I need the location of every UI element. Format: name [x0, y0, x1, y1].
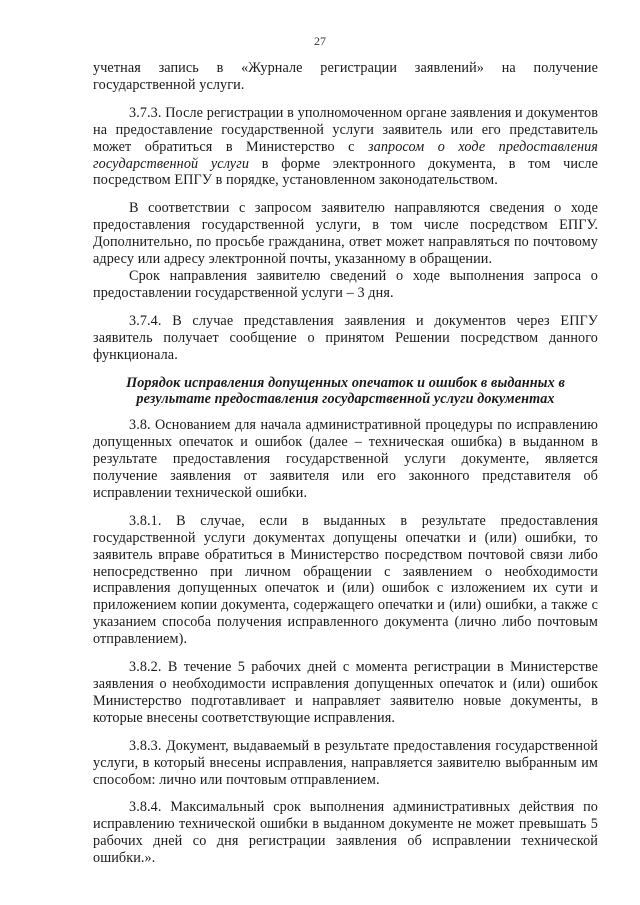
paragraph-3-8: 3.8. Основанием для начала административной процедуры по исправлению допущенных опечаток и ошибок (далее – техническая ошибка) в выданном в результате предоставления государственной услуги документе, является получение заявления от заявителя или его законного представителя об исправлении технической ошибки.: [93, 417, 598, 501]
paragraph-request-info: В соответствии с запросом заявителю направляются сведения о ходе предоставления государственной услуги, в том числе посредством ЕПГУ. Дополнительно, по просьбе гражданина, ответ может направляться по почтовому адресу или адресу электронной почты, указанному в обращении.: [93, 200, 598, 268]
paragraph-3-7-3: [93, 105, 598, 190]
paragraph-deadline: Срок направления заявителю сведений о ходе выполнения запроса о предоставлении государственной услуги – 3 дня.: [93, 267, 598, 301]
paragraph-3-7-3-start: 3.7.3. После регистрации в уполномоченном органе заявления и документов на предоставление государственной услуги заявитель или его представитель может обратиться в Министерство с: [93, 104, 598, 155]
paragraph-3-7-3-end: в форме электронного документа, в том числе посредством ЕПГУ в порядке, установленном законодательством.: [93, 155, 598, 189]
paragraph-3-8-4: 3.8.4. Максимальный срок выполнения административных действия по исправлению технической ошибки в выданном документе не может превышать 5 рабочих дней со дня регистрации заявления об исправлении технической ошибки.».: [93, 799, 598, 867]
paragraph-3-8-2: 3.8.2. В течение 5 рабочих дней с момента регистрации в Министерстве заявления о необходимости исправления допущенных опечаток и (или) ошибок Министерство подготавливает и направляет заявителю новые документы, в которые внесены соответствующие исправления.: [93, 659, 598, 726]
paragraph-3-8-3: 3.8.3. Документ, выдаваемый в результате предоставления государственной услуги, в который внесены исправления, направляется заявителю выбранным им способом: лично или почтовым отправлением.: [93, 737, 598, 788]
paragraph-continuation: учетная запись в «Журнале регистрации заявлений» на получение государственной услуги.: [93, 60, 598, 93]
document-body: [93, 60, 598, 878]
section-heading: Порядок исправления допущенных опечаток и ошибок в выданных в результате предоставления государственной услуги документах: [126, 374, 565, 408]
paragraph-3-8-1: 3.8.1. В случае, если в выданных в результате предоставления государственной услуги документах допущены опечатки и (или) ошибки, то заявитель вправе обратиться в Министерство посредством почтовой связи либо непосредственно при личном обращении с заявлением о необходимости исправления допущенных опечаток и (или) ошибок с изложением их сути и приложением копии документа, содержащего опечатки и (или) ошибки, а также с указанием способа получения исправленного документа (лично либо почтовым отправлением).: [93, 512, 598, 648]
paragraph-3-7-3-italic: запросом о ходе предоставления государственной услуги: [93, 138, 598, 172]
page-number: 27: [314, 34, 326, 48]
paragraph-3-7-4: 3.7.4. В случае представления заявления и документов через ЕПГУ заявитель получает сообщение о принятом Решении посредством данного функционала.: [93, 312, 598, 363]
